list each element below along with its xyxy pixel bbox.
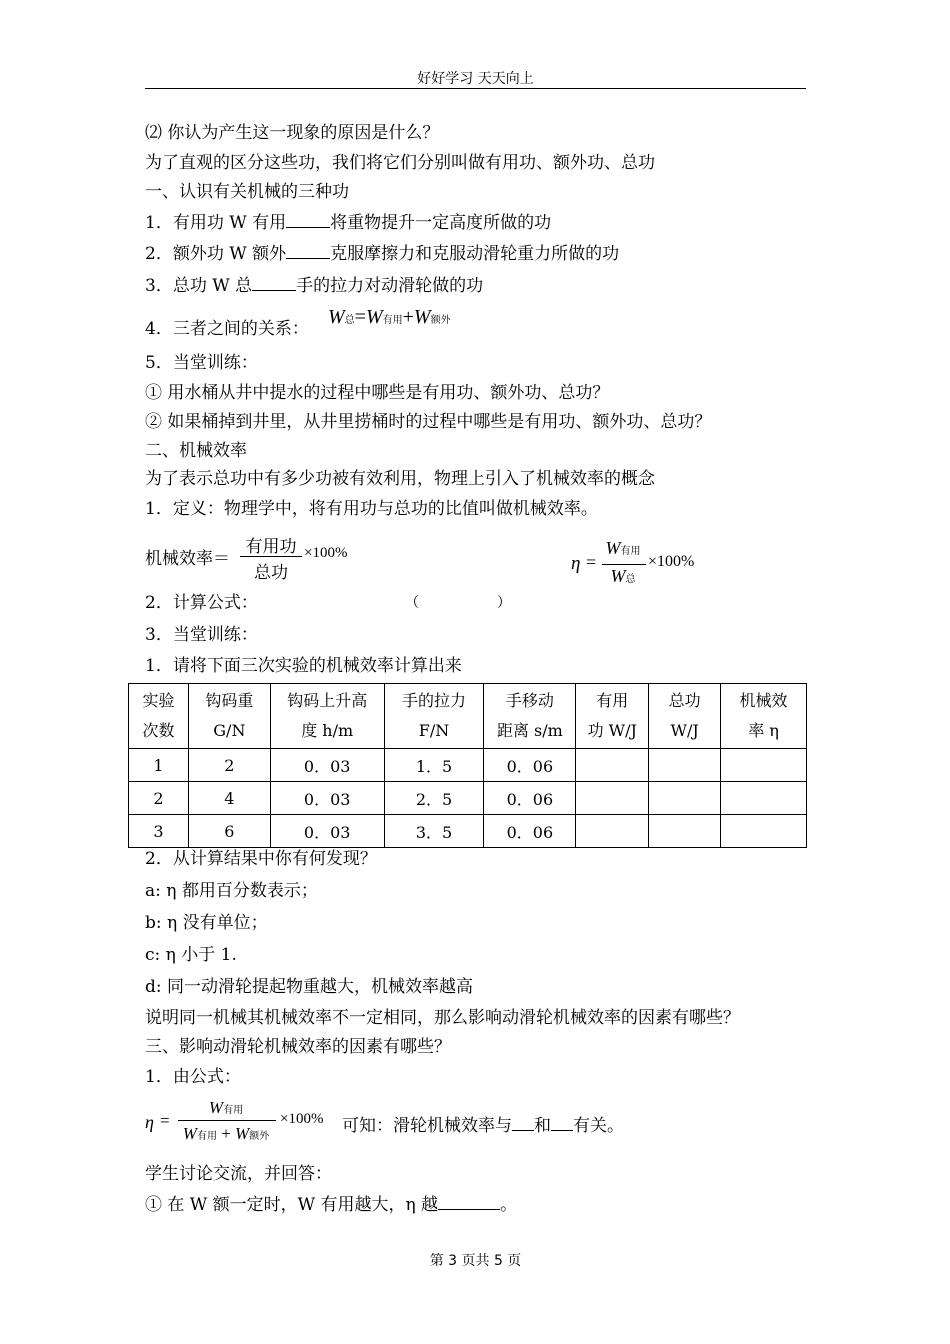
- table-row: [129, 749, 807, 782]
- fraction-bar: [602, 564, 646, 565]
- word-formula-numerator: 有用功: [245, 537, 297, 557]
- table-cell: [576, 815, 649, 848]
- header-cell: 手移动 距离 s/m: [484, 684, 576, 749]
- finding-d: d: 同一动滑轮提起物重越大，机械效率越高: [145, 977, 474, 997]
- paren-close: ）: [497, 595, 511, 611]
- practice-heading-2: 3．当堂训练：: [145, 625, 258, 645]
- page-footer: 第 3 页共 5 页: [429, 1253, 522, 1269]
- finding-c: c: η 小于 1.: [145, 945, 237, 965]
- header-cell: 钩码上升高 度 h/m: [270, 684, 384, 749]
- blank: [286, 211, 330, 228]
- blank: [286, 242, 330, 259]
- efficiency-denominator: W有用 + W额外: [182, 1124, 270, 1143]
- blank: [551, 1114, 573, 1131]
- header-cell: 总功 W/J: [649, 684, 721, 749]
- header-cell: 机械效 率 η: [721, 684, 807, 749]
- total-work-def: 手的拉力对动滑轮做的功: [296, 276, 484, 296]
- table-instruction: 1．请将下面三次实验的机械效率计算出来: [145, 656, 462, 676]
- table-cell: [649, 815, 721, 848]
- table-cell: [721, 815, 807, 848]
- useful-work-term: 1．有用功 W 有用: [145, 213, 287, 233]
- table-cell: 3: [129, 815, 189, 848]
- table-cell: 3．5: [384, 815, 484, 848]
- header-cell: 钩码重 G/N: [188, 684, 270, 749]
- work-relation-formula: W总=W有用+W额外: [328, 306, 451, 328]
- finding-b: b: η 没有单位；: [145, 913, 268, 933]
- header-cell: 有用 功 W/J: [576, 684, 649, 749]
- extra-work-line: [145, 242, 619, 265]
- total-work-term: 3．总功 W 总: [145, 276, 253, 296]
- question-2: ⑵ 你认为产生这一现象的原因是什么？: [145, 123, 440, 143]
- table-cell: 0．03: [270, 815, 384, 848]
- efficiency-percent: ×100%: [280, 1111, 324, 1127]
- table-cell: 6: [188, 815, 270, 848]
- table-cell: [721, 749, 807, 782]
- header-cell: 实验 次数: [129, 684, 189, 749]
- efficiency-definition: 1．定义：物理学中，将有用功与总功的比值叫做机械效率。: [145, 499, 598, 519]
- word-formula-percent: ×100%: [304, 545, 348, 561]
- table-cell: 0．03: [270, 782, 384, 815]
- table-cell: [721, 782, 807, 815]
- equals-sign: =: [160, 1111, 170, 1130]
- table-header-row: [129, 684, 807, 749]
- discussion-prompt: 学生讨论交流，并回答：: [145, 1164, 332, 1184]
- blank: [252, 274, 296, 291]
- relation-label: 4．三者之间的关系：: [145, 319, 309, 339]
- practice-heading: 5．当堂训练：: [145, 353, 258, 373]
- equals-sign: =: [586, 552, 597, 572]
- symbol-percent: ×100%: [648, 553, 695, 570]
- calc-formula-label: 2．计算公式：: [145, 593, 258, 613]
- table-cell: 0．06: [484, 782, 576, 815]
- useful-work-def: 将重物提升一定高度所做的功: [330, 213, 552, 233]
- finding-a: a: η 都用百分数表示；: [145, 881, 318, 901]
- table-cell: 0．03: [270, 749, 384, 782]
- useful-work-line: [145, 211, 551, 234]
- blank: [438, 1193, 500, 1210]
- table-cell: 0．06: [484, 749, 576, 782]
- fraction-bar: [240, 556, 302, 557]
- extra-work-term: 2．额外功 W 额外: [145, 244, 287, 264]
- symbol-denominator: W总: [610, 566, 636, 586]
- eta-symbol: η: [571, 553, 581, 574]
- practice-q1: ① 用水桶从井中提水的过程中哪些是有用功、额外功、总功？: [145, 383, 610, 403]
- table-cell: 1: [129, 749, 189, 782]
- table-cell: 0．06: [484, 815, 576, 848]
- section-1-heading: 一、认识有关机械的三种功: [145, 182, 349, 202]
- header-rule: [145, 88, 806, 89]
- table-cell: 2: [129, 782, 189, 815]
- practice-q2: ② 如果桶掉到井里，从井里捞桶时的过程中哪些是有用功、额外功、总功？: [145, 412, 712, 432]
- word-formula-lhs: 机械效率＝: [145, 549, 230, 569]
- experiment-table: [128, 683, 807, 848]
- table-row: [129, 815, 807, 848]
- table-row: [129, 782, 807, 815]
- table-cell: [649, 749, 721, 782]
- relation-line: [145, 318, 309, 340]
- answer-1: ① 在 W 额一定时，W 有用越大，η 越 。: [145, 1195, 518, 1215]
- from-formula-label: 1．由公式：: [145, 1067, 241, 1087]
- findings-question: 2．从计算结果中你有何发现？: [145, 849, 377, 869]
- fraction-bar: [178, 1120, 276, 1121]
- efficiency-intro: 为了表示总功中有多少功被有效利用，物理上引入了机械效率的概念: [145, 469, 655, 489]
- efficiency-factors-text: 可知：滑轮机械效率与 和 有关。: [342, 1116, 624, 1136]
- section-2-heading: 二、机械效率: [145, 441, 247, 461]
- factors-question: 说明同一机械其机械效率不一定相同，那么影响动滑轮机械效率的因素有哪些？: [145, 1008, 740, 1028]
- section-3-heading: 三、影响动滑轮机械效率的因素有哪些？: [145, 1037, 451, 1057]
- intro-text: 为了直观的区分这些功，我们将它们分别叫做有用功、额外功、总功: [145, 153, 655, 173]
- symbol-numerator: W有用: [605, 538, 641, 558]
- word-formula-denominator: 总功: [254, 563, 288, 583]
- blank: [512, 1114, 534, 1131]
- page-header: 好好学习 天天向上: [417, 71, 534, 87]
- table-cell: [576, 782, 649, 815]
- header-cell: 手的拉力 F/N: [384, 684, 484, 749]
- table-cell: 1．5: [384, 749, 484, 782]
- table-cell: 2: [188, 749, 270, 782]
- table-cell: [649, 782, 721, 815]
- table-cell: [576, 749, 649, 782]
- table-cell: 2．5: [384, 782, 484, 815]
- extra-work-def: 克服摩擦力和克服动滑轮重力所做的功: [330, 244, 620, 264]
- paren-open: （: [405, 595, 419, 611]
- table-cell: 4: [188, 782, 270, 815]
- eta-symbol: η: [145, 1112, 154, 1132]
- efficiency-numerator: W有用: [208, 1098, 244, 1117]
- total-work-line: [145, 274, 483, 297]
